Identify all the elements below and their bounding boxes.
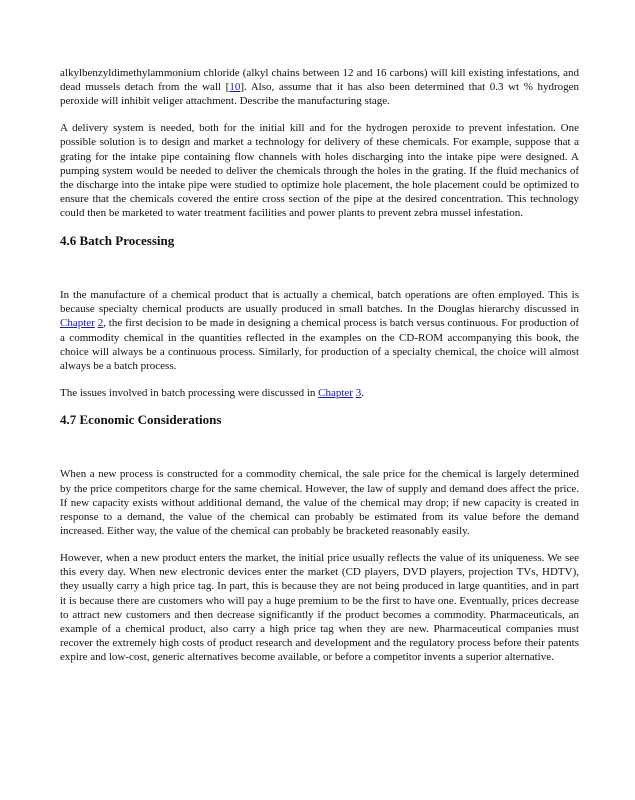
paragraph-batch-operations: In the manufacture of a chemical product that is actually a chemical, batch operations are often employed. This is because specialty chemical products are usually produced in small batches. In the Douglas hierarchy discussed in Chapter 2, the first decision to be made in designing a chemical process is batch versus continuous. For production of a commodity chemical in the quantities reflected in the examples on the CD-ROM accompanying this book, the choice will always be a continuous process. Similarly, for production of a specialty chemical, the choice will almost always be a batch process. — [60, 289, 580, 373]
paragraph-new-product-pricing: However, when a new product enters the market, the initial price usually reflects the value of its uniqueness. We see this every day. When new electronic devices enter the market (CD players, DVD players, projection TVs, HDTV), they usually carry a high price tag. In part, this is because they are not being produced in large quantities, and in part it is because there are customers who will pay a huge premium to be the first to have one. Eventually, prices decrease to attract new customers and then decrease significantly if the product becomes a commodity. Pharmaceuticals, an example of a chemical product, also carry a high price tag when they are new. Pharmaceutical companies must recover the extremely high costs of product research and development and the regulatory process before their patents expire and low-cost, generic alternatives become available, or before a competitor invents a superior alternative. — [60, 551, 579, 664]
reference-link-10[interactable]: 10 — [229, 81, 241, 94]
paragraph-batch-issues: The issues involved in batch processing were discussed in Chapter 3. — [60, 386, 364, 399]
section-heading-economic-considerations: 4.7 Economic Considerations — [60, 412, 222, 428]
chapter-link-3-word[interactable]: Chapter — [318, 386, 353, 399]
document-page — [60, 66, 579, 677]
paragraph-delivery-intro: alkylbenzyldimethylammonium chloride (alkyl chains between 12 and 16 carbons) will kill existing infestations, and dead mussels detach from the wall [10]. Also, assume that it has also been determined that 0.3 wt % hydrogen peroxide will inhibit veliger attachment. Describe the manufacturing stage. — [60, 67, 580, 108]
section-heading-batch-processing: 4.6 Batch Processing — [60, 233, 175, 249]
chapter-link-2-number[interactable]: 2 — [97, 317, 104, 330]
chapter-link-2-word[interactable]: Chapter — [60, 317, 95, 330]
chapter-link-3-number[interactable]: 3 — [355, 386, 362, 399]
paragraph-delivery-system: A delivery system is needed, both for the initial kill and for the hydrogen peroxide to prevent infestation. One possible solution is to design and market a technology for delivery of these chemicals. For example, suppose that a grating for the intake pipe containing flow channels with holes discharging into the intake pipe were designed. A pumping system would be needed to deliver the chemicals through the holes in the grating. If the fluid mechanics of the discharge into the intake pipe were studied to optimize hole placement, the hole placement could be optimized to ensure that the chemicals covered the entire cross section of the pipe at the desired concentration. This technology could then be marketed to water treatment facilities and power plants to prevent zebra mussel infestation. — [60, 122, 579, 220]
paragraph-commodity-pricing: When a new process is constructed for a commodity chemical, the sale price for the chemical is largely determined by the price competitors charge for the same chemical. However, the law of supply and demand does affect the price. If new capacity exists without additional demand, the value of the chemical may drop; if new capacity is created in response to a demand, the value of the chemical can probably be estimated from its value before the demand increased. Either way, the value of the chemical can probably be bracketed reasonably easily. — [60, 468, 579, 538]
